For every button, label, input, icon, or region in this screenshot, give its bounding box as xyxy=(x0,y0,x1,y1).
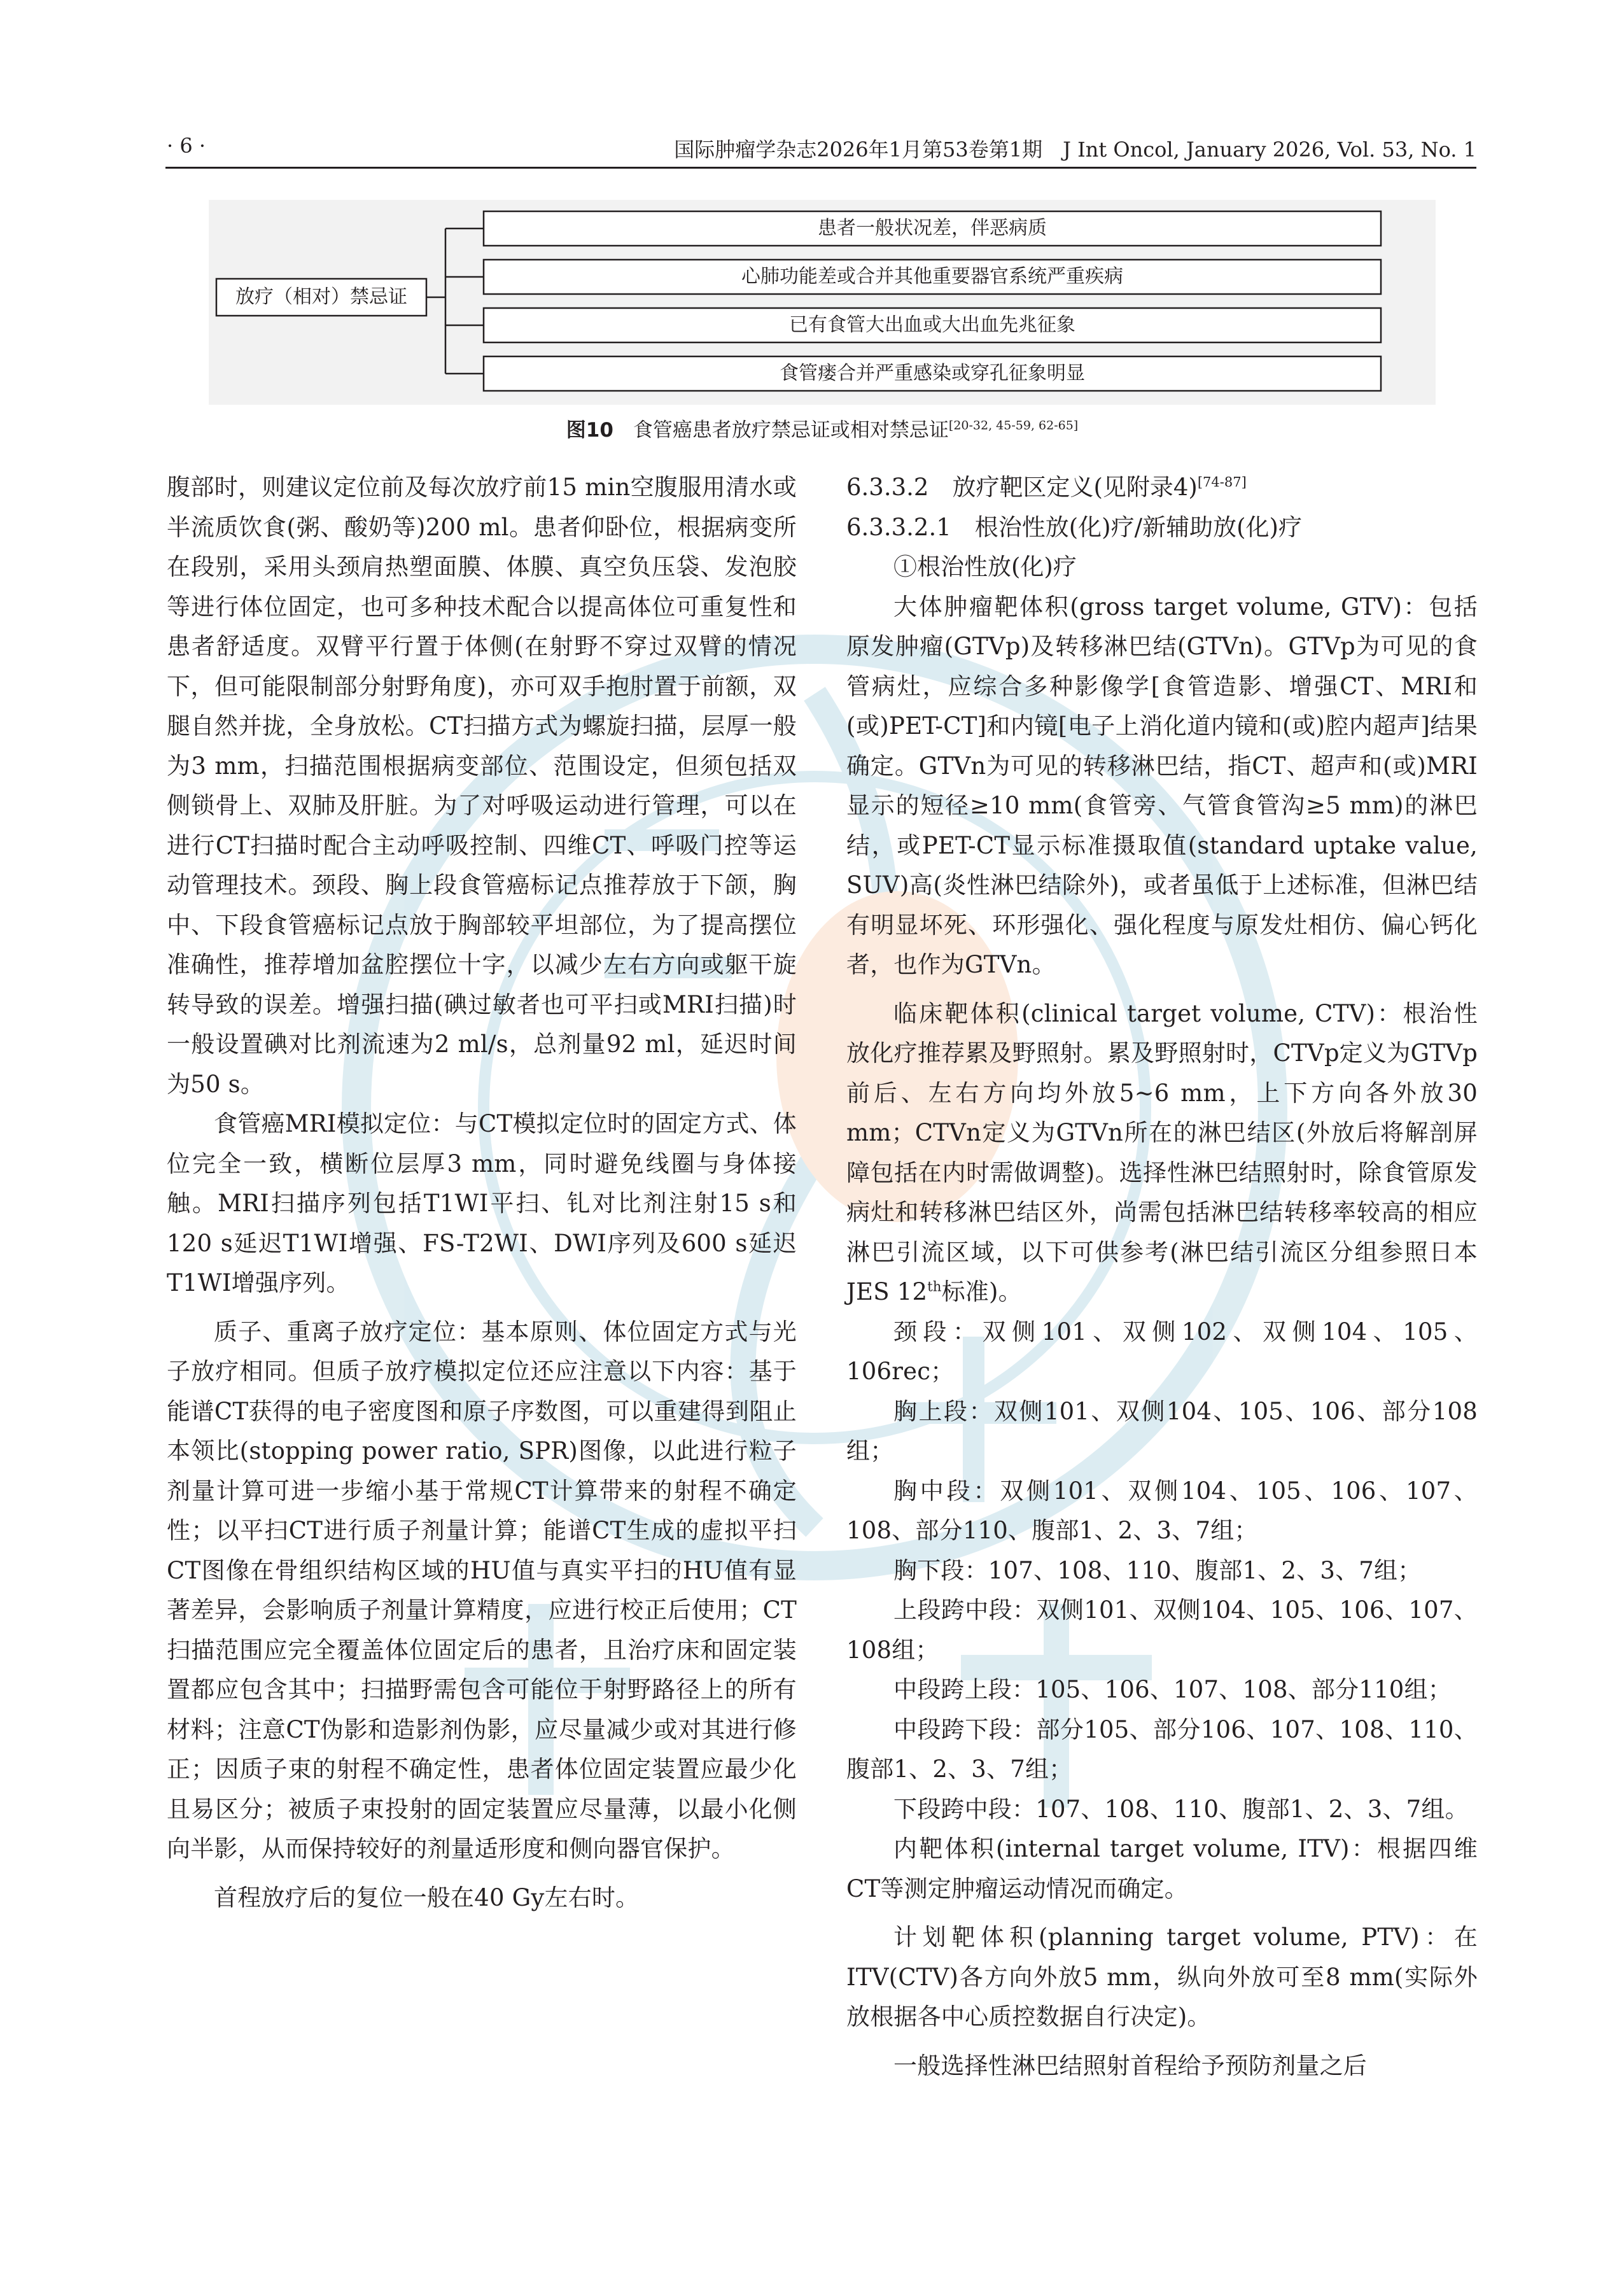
subsection-heading: 6.3.3.2.1 根治性放(化)疗/新辅助放(化)疗 xyxy=(846,513,1302,541)
caption-text: 食管癌患者放疗禁忌证或相对禁忌证 xyxy=(633,419,949,442)
subsubsection-heading: ①根治性放(化)疗 xyxy=(893,553,1077,580)
figure-item-node: 心肺功能差或合并其他重要器官系统严重疾病 xyxy=(741,265,1123,288)
segment-line: 胸上段：双侧101、双侧104、105、106、部分108组； xyxy=(846,1397,1478,1465)
page-number: · 6 · xyxy=(167,134,206,158)
section-heading xyxy=(846,468,1478,508)
figure-item-node: 患者一般状况差，伴恶病质 xyxy=(818,217,1047,239)
section-heading-text: 6.3.3.2 放疗靶区定义(见附录4) xyxy=(846,474,1198,501)
segment-line: 胸中段：双侧101、双侧104、105、106、107、108、部分110、腹部1、2、3、7组； xyxy=(846,1477,1478,1544)
segment-line: 下段跨中段：107、108、110、腹部1、2、3、7组。 xyxy=(893,1795,1469,1823)
left-column xyxy=(167,468,797,1918)
section-ref: [74-87] xyxy=(1197,474,1247,490)
right-column xyxy=(846,468,1478,2086)
paragraph-ctv xyxy=(846,994,1478,1312)
figure-caption xyxy=(167,414,1478,442)
paragraph: 质子、重离子放疗定位：基本原则、体位固定方式与光子放疗相同。但质子放疗模拟定位还应注意以下内容：基于能谱CT获得的电子密度图和原子序数图，可以重建得到阻止本领比(stopping power ratio, SPR)图像，以此进行粒子剂量计算可进一步缩小基于常规CT计算带来的射程不确定性；以平扫CT进行质子剂量计算；能谱CT生成的虚拟平扫CT图像在骨组织结构区域的HU值与真实平扫的HU值有显著差异，会影响质子剂量计算精度，应进行校正后使用；CT扫描范围应完全覆盖体位固定后的患者，且治疗床和固定装置都应包含其中；扫描野需包含可能位于射野路径上的所有材料；注意CT伪影和造影剂伪影，应尽量减少或对其进行修正；因质子束的射程不确定性，患者体位固定装置应最少化且易区分；被质子束投射的固定装置应尽量薄，以最小化侧向半影，从而保持较好的剂量适形度和侧向器官保护。 xyxy=(167,1318,797,1862)
paragraph-itv: 内靶体积(internal target volume, ITV)：根据四维CT等测定肿瘤运动情况而确定。 xyxy=(846,1835,1478,1902)
paragraph: 食管癌MRI模拟定位：与CT模拟定位时的固定方式、体位完全一致，横断位层厚3 mm，同时避免线圈与身体接触。MRI扫描序列包括T1WI平扫、钆对比剂注射15 s和120 s延迟T1WI增强、FS-T2WI、DWI序列及600 s延迟T1WI增强序列。 xyxy=(167,1110,797,1297)
caption-label: 图10 xyxy=(566,419,613,442)
paragraph-ptv: 计划靶体积(planning target volume, PTV)：在ITV(CTV)各方向外放5 mm，纵向外放可至8 mm(实际外放根据各中心质控数据自行决定)。 xyxy=(846,1923,1478,2030)
journal-header: 国际肿瘤学杂志2026年1月第53卷第1期 J Int Oncol, January 2026, Vol. 53, No. 1 xyxy=(674,137,1476,162)
segment-line: 胸下段：107、108、110、腹部1、2、3、7组； xyxy=(893,1556,1422,1584)
segment-line: 上段跨中段：双侧101、双侧104、105、106、107、108组； xyxy=(846,1596,1478,1664)
ctv-text-end: 标准)。 xyxy=(941,1278,1022,1305)
segment-line: 中段跨下段：部分105、部分106、107、108、110、腹部1、2、3、7组； xyxy=(846,1715,1478,1783)
header-rule xyxy=(165,167,1476,169)
segment-line: 颈段：双侧101、双侧102、双侧104、105、106rec； xyxy=(846,1318,1478,1385)
figure-10 xyxy=(209,200,1436,405)
paragraph: 腹部时，则建议定位前及每次放疗前15 min空腹服用清水或半流质饮食(粥、酸奶等)200 ml。患者仰卧位，根据病变所在段别，采用头颈肩热塑面膜、体膜、真空负压袋、发泡胶等进行体位固定，也可多种技术配合以提高体位可重复性和患者舒适度。双臂平行置于体侧(在射野不穿过双臂的情况下，但可能限制部分射野角度)，亦可双手抱肘置于前额，双腿自然并拢，全身放松。CT扫描方式为螺旋扫描，层厚一般为3 mm，扫描范围根据病变部位、范围设定，但须包括双侧锁骨上、双肺及肝脏。为了对呼吸运动进行管理，可以在进行CT扫描时配合主动呼吸控制、四维CT、呼吸门控等运动管理技术。颈段、胸上段食管癌标记点推荐放于下颌，胸中、下段食管癌标记点放于胸部较平坦部位，为了提高摆位准确性，推荐增加盆腔摆位十字，以减少左右方向或躯干旋转导致的误差。增强扫描(碘过敏者也可平扫或MRI扫描)时一般设置碘对比剂流速为2 ml/s，总剂量92 ml，延迟时间为50 s。 xyxy=(167,474,797,1098)
ctv-superscript: th xyxy=(927,1279,942,1295)
paragraph: 首程放疗后的复位一般在40 Gy左右时。 xyxy=(214,1883,640,1911)
figure-item-node: 已有食管大出血或大出血先兆征象 xyxy=(789,314,1075,336)
paragraph-last: 一般选择性淋巴结照射首程给予预防剂量之后 xyxy=(893,2051,1367,2079)
paragraph-gtv: 大体肿瘤靶体积(gross target volume, GTV)：包括原发肿瘤(GTVp)及转移淋巴结(GTVn)。GTVp为可见的食管病灶，应综合多种影像学[食管造影、增强CT、MRI和(或)PET-CT]和内镜[电子上消化道内镜和(或)腔内超声]结果确定。GTVn为可见的转移淋巴结，指CT、超声和(或)MRI显示的短径≥10 mm(食管旁、气管食管沟≥5 mm)的淋巴结，或PET-CT显示标准摄取值(standard uptake value, SUV)高(炎性淋巴结除外)，或者虽低于上述标准，但淋巴结有明显坏死、环形强化、强化程度与原发灶相仿、偏心钙化者，也作为GTVn。 xyxy=(846,593,1478,978)
segment-line: 中段跨上段：105、106、107、108、部分110组； xyxy=(893,1676,1452,1703)
caption-ref: [20-32, 45-59, 62-65] xyxy=(948,418,1079,433)
ctv-text: 临床靶体积(clinical target volume, CTV)：根治性放化疗推荐累及野照射。累及野照射时，CTVp定义为GTVp前后、左右方向均外放5~6 mm，上下方向各外放30 mm；CTVn定义为GTVn所在的淋巴结区(外放后将解剖屏障包括在内时需做调整)。选择性淋巴结照射时，除食管原发病灶和转移淋巴结区外，尚需包括淋巴结转移率较高的相应淋巴引流区域，以下可供参考(淋巴结引流区分组参照日本JES 12 xyxy=(846,999,1478,1305)
figure-root-node: 放疗（相对）禁忌证 xyxy=(235,286,407,308)
figure-item-node: 食管瘘合并严重感染或穿孔征象明显 xyxy=(780,362,1085,384)
